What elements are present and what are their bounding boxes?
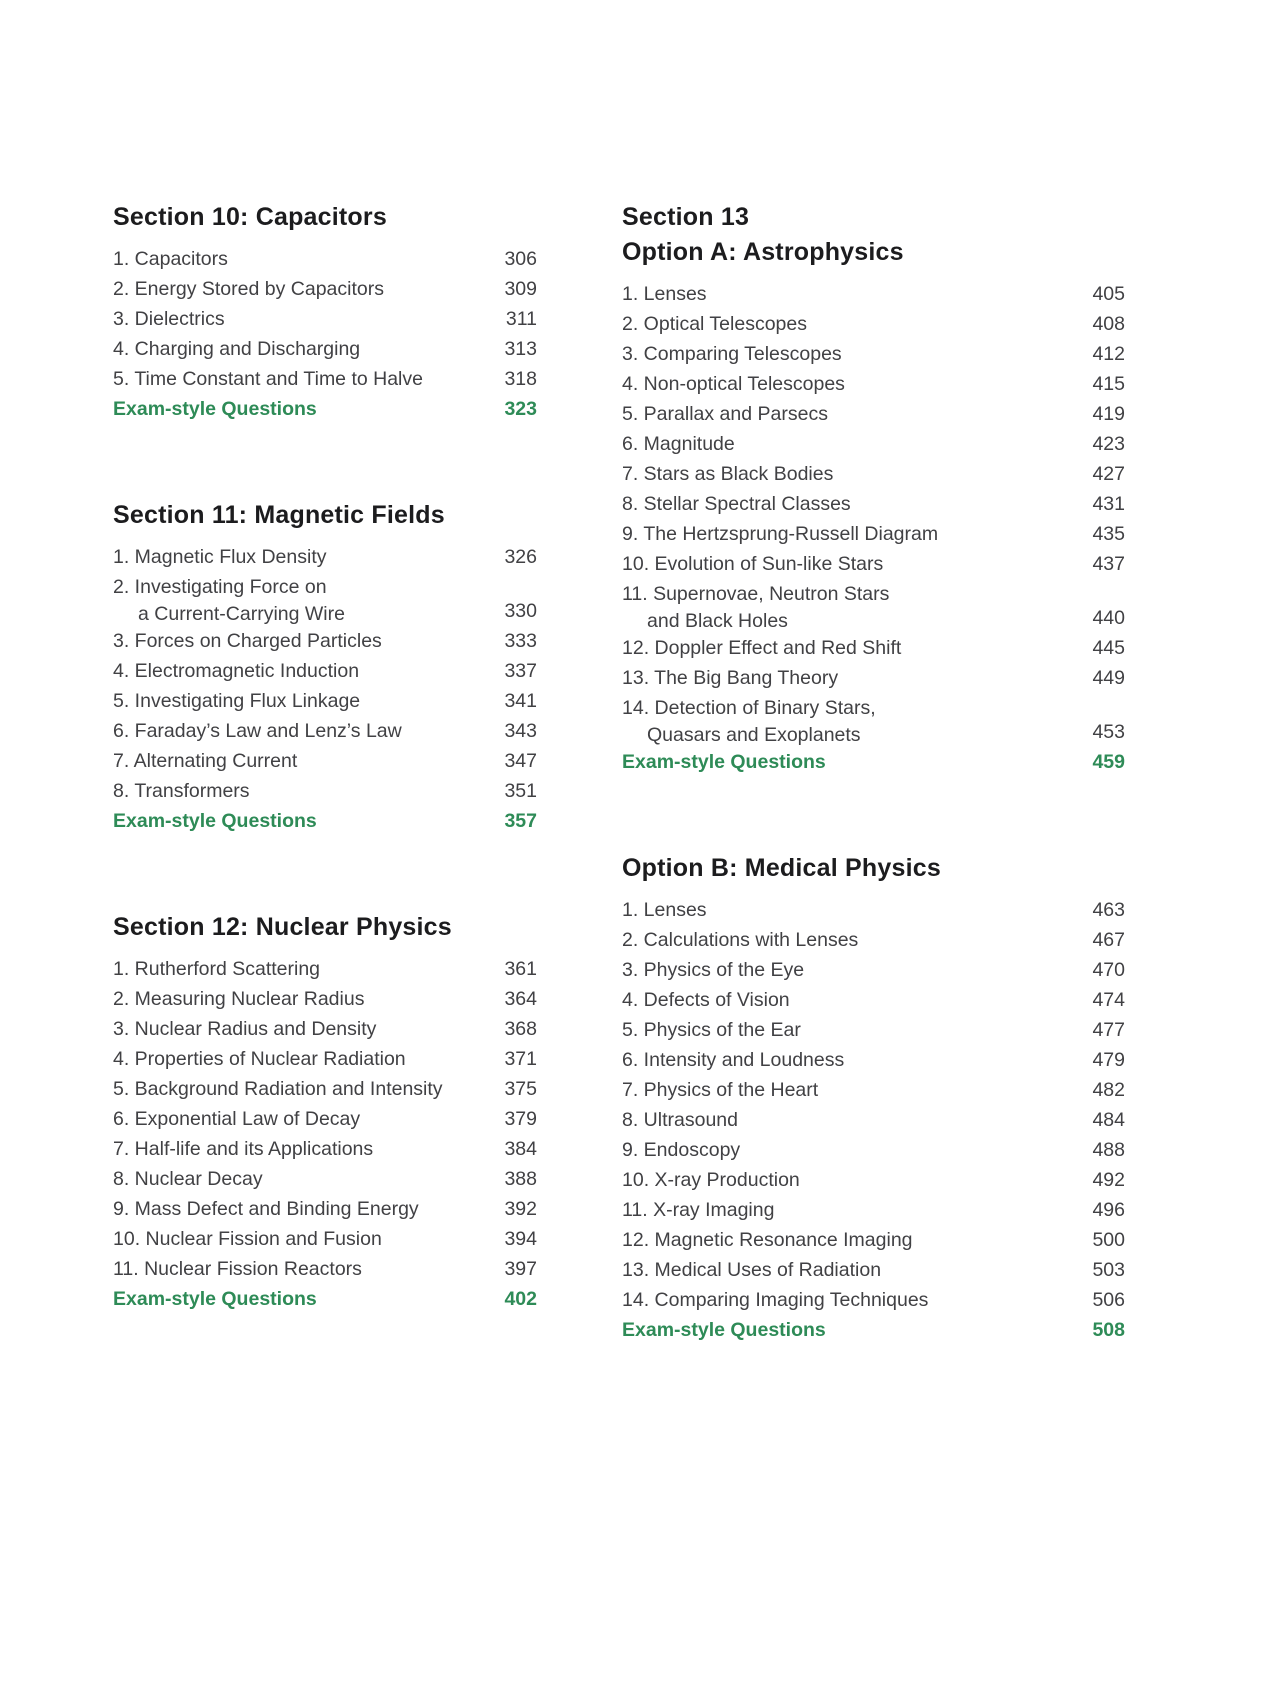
toc-entry [622,1045,1125,1075]
toc-entry [113,1224,537,1254]
toc-entry-label-line: 7. Alternating Current [113,750,298,772]
toc-entry-label-line: 9. Mass Defect and Binding Energy [113,1198,419,1220]
toc-entry-label-line: 13. The Big Bang Theory [622,667,839,689]
toc-entry [113,542,537,572]
toc-entry-label [113,1104,360,1134]
section-heading [113,498,537,533]
toc-entry-label-line: 8. Transformers [113,780,250,802]
toc-entry [622,925,1125,955]
toc-entry [113,1134,537,1164]
toc-entry-label-line: 11. X-ray Imaging [622,1199,775,1221]
toc-entry-page-number: 309 [504,278,537,300]
toc-section [113,910,537,1314]
toc-entry-page-number: 453 [1092,721,1125,743]
toc-entry-label [622,1225,913,1255]
toc-entry-label [622,747,826,777]
toc-entry [622,693,1125,747]
toc-entry-label-line: 8. Nuclear Decay [113,1168,263,1190]
toc-entry-page-number: 459 [1092,751,1125,773]
toc-entry-label [113,542,327,572]
toc-entry-page-number: 351 [504,780,537,802]
toc-entry-label [622,925,858,955]
toc-entry-label-line: 8. Stellar Spectral Classes [622,493,851,515]
toc-entry-label-line: 10. Evolution of Sun-like Stars [622,553,884,575]
toc-entry-label [622,663,838,693]
toc-entry-label [622,369,845,399]
toc-entry-label-line: 1. Capacitors [113,248,228,270]
toc-entry-page-number: 384 [504,1138,537,1160]
toc-entry-label-line: 4. Properties of Nuclear Radiation [113,1048,406,1070]
toc-entry-page-number: 496 [1092,1199,1125,1221]
toc-entry-label-line: 14. Detection of Binary Stars, [622,697,876,719]
toc-entry-label [622,489,851,519]
toc-entry-label [622,1165,800,1195]
toc-entry [113,304,537,334]
toc-entry-label [622,309,807,339]
toc-entry [113,1014,537,1044]
toc-entry-label-line: 3. Physics of the Eye [622,959,805,981]
toc-entry [622,1135,1125,1165]
toc-entry [113,954,537,984]
section-heading [622,200,1125,270]
toc-entry [113,746,537,776]
toc-entry-label-line: 1. Rutherford Scattering [113,958,321,980]
toc-entry [622,955,1125,985]
toc-entry-label-line: 10. X-ray Production [622,1169,800,1191]
toc-entry [622,1075,1125,1105]
section-heading-line: Section 12: Nuclear Physics [113,913,452,941]
toc-entry-label [113,1194,419,1224]
toc-entry-label-line: 6. Magnitude [622,433,735,455]
toc-entry-label-line: 14. Comparing Imaging Techniques [622,1289,929,1311]
toc-entry-label [113,626,382,656]
toc-entry-label [113,394,317,424]
toc-entry-label [113,1254,362,1284]
toc-entry-label-line: 2. Investigating Force on [113,576,327,598]
toc-entry-label-line: 5. Investigating Flux Linkage [113,690,361,712]
toc-entry-label [113,746,297,776]
toc-entry-label [622,459,833,489]
toc-entry [622,579,1125,633]
toc-entry [113,626,537,656]
toc-entry-page-number: 311 [505,308,537,330]
toc-entry-page-number: 379 [504,1108,537,1130]
toc-entry-label [113,1284,317,1314]
toc-section [113,200,537,424]
toc-entry-page-number: 479 [1092,1049,1125,1071]
toc-entry-label-line: 5. Parallax and Parsecs [622,403,828,425]
section-heading-line: Option A: Astrophysics [622,238,904,266]
toc-entry-label [113,1134,373,1164]
toc-entry-page-number: 318 [504,368,537,390]
toc-entry [113,1194,537,1224]
exam-style-questions-entry [113,806,537,836]
toc-entry [622,1285,1125,1315]
toc-entry [622,309,1125,339]
toc-entry-label-line: Exam-style Questions [113,810,317,832]
toc-entry [622,663,1125,693]
toc-entry [622,1105,1125,1135]
toc-entry-label-line: 3. Forces on Charged Particles [113,630,382,652]
toc-entry-label [113,806,317,836]
toc-entry-label [622,955,804,985]
toc-entry [622,1015,1125,1045]
toc-entry-page-number: 445 [1092,637,1125,659]
toc-entry-label [622,399,828,429]
toc-entry-label-line: 6. Exponential Law of Decay [113,1108,361,1130]
toc-entry-page-number: 440 [1092,607,1125,629]
toc-entry-label [622,1135,740,1165]
toc-entry-label-line: a Current-Carrying Wire [138,603,345,625]
toc-entry-label [113,656,359,686]
toc-entry-label [622,985,790,1015]
toc-entry-label [113,1074,443,1104]
toc-entry [113,274,537,304]
exam-style-questions-entry [622,1315,1125,1345]
toc-entry-label [622,429,735,459]
toc-entry-label [622,1195,774,1225]
toc-entry-list [113,954,537,1314]
toc-entry-label-line: 1. Magnetic Flux Density [113,546,327,568]
toc-entry-label [113,334,360,364]
toc-entry-page-number: 463 [1092,899,1125,921]
toc-entry-label-line: Exam-style Questions [113,1288,317,1310]
toc-entry-page-number: 361 [504,958,537,980]
toc-entry-page-number: 470 [1092,959,1125,981]
toc-entry-label-line: Exam-style Questions [622,751,826,773]
toc-entry-page-number: 431 [1092,493,1125,515]
toc-entry-page-number: 419 [1092,403,1125,425]
toc-entry-label [622,1255,881,1285]
toc-entry-label-line: 4. Charging and Discharging [113,338,361,360]
toc-entry-page-number: 394 [504,1228,537,1250]
toc-entry [622,339,1125,369]
toc-entry-page-number: 388 [504,1168,537,1190]
section-heading-line: Section 10: Capacitors [113,203,387,231]
toc-entry-page-number: 408 [1092,313,1125,335]
toc-entry-label-line: Exam-style Questions [113,398,317,420]
toc-section [113,498,537,836]
toc-entry-label [113,1224,382,1254]
toc-entry [622,1225,1125,1255]
toc-entry-label-line: and Black Holes [647,610,788,632]
toc-entry [113,244,537,274]
toc-entry-page-number: 392 [504,1198,537,1220]
toc-entry-label-line: 5. Physics of the Ear [622,1019,801,1041]
section-heading-line: Section 11: Magnetic Fields [113,501,445,529]
section-heading [113,910,537,945]
toc-entry-page-number: 427 [1092,463,1125,485]
section-heading [113,200,537,235]
toc-entry-label [113,984,364,1014]
toc-entry-page-number: 341 [504,690,537,712]
section-heading [622,851,1125,886]
exam-style-questions-entry [113,1284,537,1314]
toc-entry-label [113,776,250,806]
toc-entry-label [622,1315,826,1345]
toc-columns [113,200,1264,1345]
toc-entry [113,1164,537,1194]
toc-entry-label-line: 7. Half-life and its Applications [113,1138,374,1160]
toc-entry-label-line: 6. Faraday’s Law and Lenz’s Law [113,720,402,742]
toc-entry-label [622,895,707,925]
toc-entry-page-number: 482 [1092,1079,1125,1101]
toc-entry-page-number: 412 [1092,343,1125,365]
toc-entry [113,686,537,716]
toc-entry [622,489,1125,519]
toc-entry-label [622,1075,818,1105]
toc-entry-page-number: 326 [504,546,537,568]
toc-entry-label-line: 9. The Hertzsprung-Russell Diagram [622,523,939,545]
toc-entry [113,364,537,394]
toc-entry-label-line: 2. Measuring Nuclear Radius [113,988,365,1010]
toc-entry-page-number: 402 [504,1288,537,1310]
toc-entry-label-line: 11. Nuclear Fission Reactors [113,1258,362,1280]
toc-entry-label [622,1015,801,1045]
toc-entry-label-line: 1. Lenses [622,283,707,305]
toc-entry-label [113,1044,406,1074]
toc-entry-list [622,279,1125,777]
toc-entry [622,895,1125,925]
toc-entry-label [113,244,228,274]
toc-entry-page-number: 449 [1092,667,1125,689]
toc-section [622,851,1125,1345]
toc-entry-page-number: 313 [504,338,537,360]
toc-entry-page-number: 500 [1092,1229,1125,1251]
toc-entry-page-number: 467 [1092,929,1125,951]
toc-entry [622,429,1125,459]
toc-entry-label-line: 3. Dielectrics [113,308,225,330]
toc-entry-label-line: 9. Endoscopy [622,1139,741,1161]
toc-entry-page-number: 474 [1092,989,1125,1011]
toc-entry-label [622,633,901,663]
toc-entry-label [113,572,345,626]
toc-entry [622,459,1125,489]
toc-entry-label [622,1285,928,1315]
toc-entry-page-number: 397 [504,1258,537,1280]
toc-entry-page-number: 375 [504,1078,537,1100]
toc-entry-page-number: 488 [1092,1139,1125,1161]
toc-entry [622,279,1125,309]
toc-entry-page-number: 333 [504,630,537,652]
toc-entry-page-number: 435 [1092,523,1125,545]
toc-entry-label-line: 3. Nuclear Radius and Density [113,1018,377,1040]
toc-entry-label-line: 12. Doppler Effect and Red Shift [622,637,902,659]
exam-style-questions-entry [622,747,1125,777]
toc-entry-label-line: 2. Energy Stored by Capacitors [113,278,384,300]
toc-entry-page-number: 368 [504,1018,537,1040]
toc-entry-page-number: 503 [1092,1259,1125,1281]
toc-entry [113,656,537,686]
toc-column-right [622,200,1125,1345]
toc-entry-label [622,339,842,369]
toc-entry [622,1195,1125,1225]
toc-entry-page-number: 323 [504,398,537,420]
toc-entry-page-number: 371 [504,1048,537,1070]
toc-entry [622,369,1125,399]
toc-section [622,200,1125,777]
toc-entry [113,334,537,364]
toc-entry-label [622,693,876,747]
toc-entry-page-number: 357 [504,810,537,832]
toc-entry [622,985,1125,1015]
toc-entry-list [113,244,537,424]
toc-entry [113,1254,537,1284]
toc-entry-page-number: 405 [1092,283,1125,305]
toc-column-left [113,200,537,1314]
toc-entry-page-number: 437 [1092,553,1125,575]
toc-entry-page-number: 415 [1092,373,1125,395]
toc-entry-label-line: 4. Non-optical Telescopes [622,373,845,395]
toc-entry-page-number: 306 [504,248,537,270]
toc-entry-label [113,274,384,304]
toc-entry-page-number: 343 [504,720,537,742]
toc-entry [113,572,537,626]
toc-entry-label [622,1045,844,1075]
toc-entry [113,984,537,1014]
toc-entry-label [622,1105,738,1135]
toc-entry [113,716,537,746]
toc-entry-page-number: 364 [504,988,537,1010]
toc-entry [113,1044,537,1074]
toc-entry-label-line: 8. Ultrasound [622,1109,738,1131]
toc-entry [622,519,1125,549]
toc-entry [113,776,537,806]
toc-entry-label-line: 4. Electromagnetic Induction [113,660,360,682]
toc-entry-label-line: 12. Magnetic Resonance Imaging [622,1229,913,1251]
toc-entry-label-line: 5. Time Constant and Time to Halve [113,368,423,390]
toc-entry [622,1165,1125,1195]
toc-entry-page-number: 423 [1092,433,1125,455]
toc-entry-label [622,519,938,549]
toc-entry-label [622,549,883,579]
toc-entry-label [113,364,423,394]
toc-entry-label-line: 6. Intensity and Loudness [622,1049,845,1071]
toc-entry [622,399,1125,429]
toc-entry-label [113,1014,376,1044]
toc-entry-label-line: 1. Lenses [622,899,707,921]
toc-entry-label [622,279,707,309]
toc-entry-label-line: 10. Nuclear Fission and Fusion [113,1228,382,1250]
toc-entry-label-line: 5. Background Radiation and Intensity [113,1078,443,1100]
section-heading-line: Option B: Medical Physics [622,854,941,882]
toc-entry-page-number: 484 [1092,1109,1125,1131]
toc-entry-list [622,895,1125,1345]
toc-entry-page-number: 508 [1092,1319,1125,1341]
toc-entry-page-number: 337 [504,660,537,682]
toc-entry [113,1074,537,1104]
toc-entry-label-line: Quasars and Exoplanets [647,724,861,746]
toc-entry-label-line: 7. Physics of the Heart [622,1079,819,1101]
toc-entry-page-number: 477 [1092,1019,1125,1041]
toc-entry [622,1255,1125,1285]
toc-entry-label-line: 2. Calculations with Lenses [622,929,859,951]
toc-entry-page-number: 506 [1092,1289,1125,1311]
toc-entry-label [113,686,360,716]
toc-entry-label-line: 2. Optical Telescopes [622,313,807,335]
toc-entry-label-line: Exam-style Questions [622,1319,826,1341]
toc-entry-label [113,1164,263,1194]
toc-entry-label-line: 3. Comparing Telescopes [622,343,842,365]
section-heading-line: Section 13 [622,203,750,231]
toc-entry-label [113,954,320,984]
exam-style-questions-entry [113,394,537,424]
toc-entry [622,549,1125,579]
toc-entry-label-line: 7. Stars as Black Bodies [622,463,834,485]
toc-entry [622,633,1125,663]
toc-entry-label [622,579,889,633]
toc-entry-list [113,542,537,836]
toc-entry [113,1104,537,1134]
toc-entry-label [113,716,402,746]
toc-entry-label [113,304,225,334]
toc-entry-label-line: 11. Supernovae, Neutron Stars [622,583,890,605]
toc-entry-page-number: 492 [1092,1169,1125,1191]
toc-entry-page-number: 330 [504,600,537,622]
toc-entry-label-line: 4. Defects of Vision [622,989,790,1011]
toc-entry-page-number: 347 [504,750,537,772]
toc-entry-label-line: 13. Medical Uses of Radiation [622,1259,882,1281]
